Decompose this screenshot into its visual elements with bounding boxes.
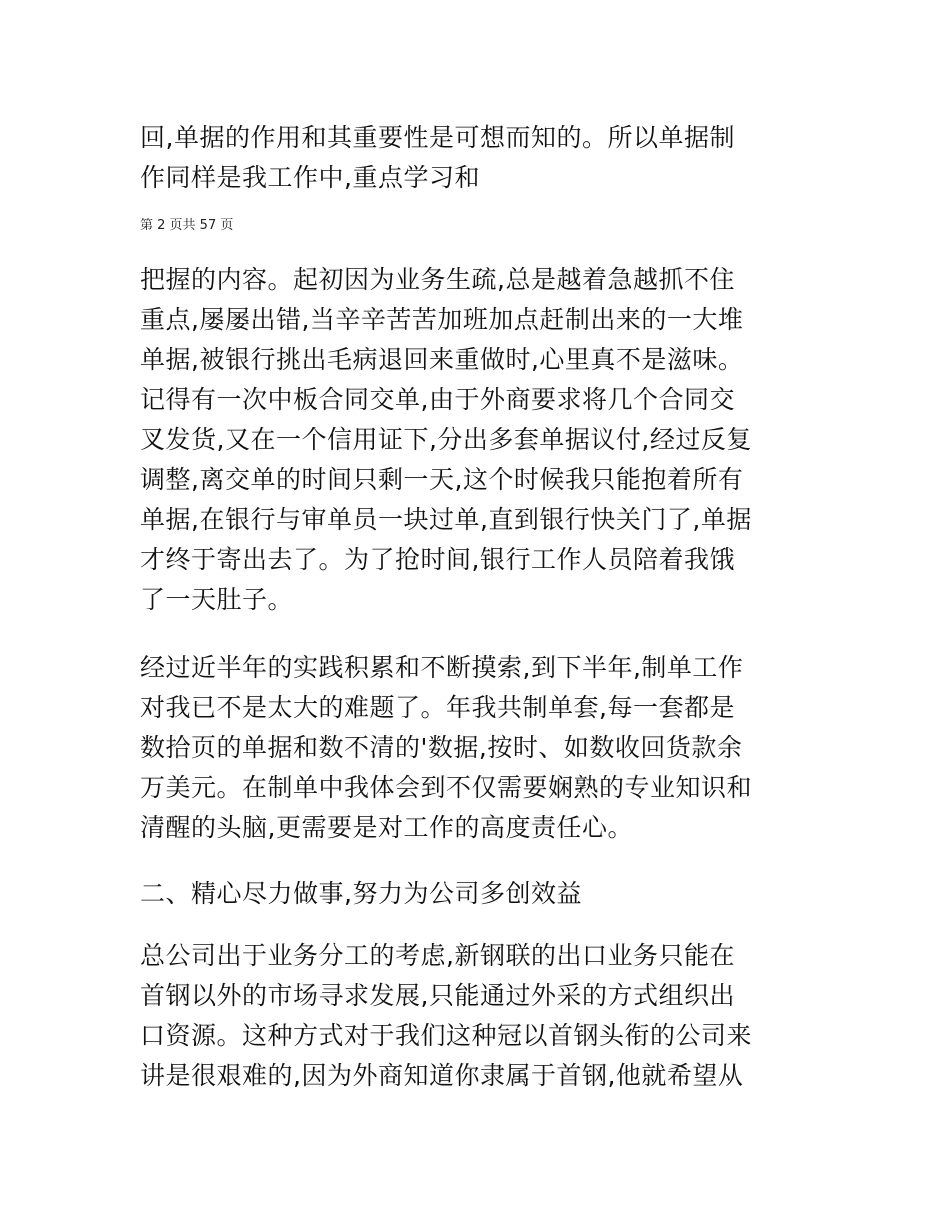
- text-line: 调整,离交单的时间只剩一天,这个时候我只能抱着所有: [140, 465, 744, 494]
- text-line: 万美元。在制单中我体会到不仅需要娴熟的专业知识和: [140, 773, 753, 802]
- section-heading-2: [140, 876, 820, 916]
- paragraph-headquarters: [140, 938, 820, 1098]
- text-line: 首钢以外的市场寻求发展,只能通过外采的方式组织出: [140, 981, 735, 1010]
- text-line: 才终于寄出去了。为了抢时间,银行工作人员陪着我饿: [140, 545, 735, 574]
- text-line: 总公司出于业务分工的考虑,新钢联的出口业务只能在: [140, 941, 735, 970]
- text-line: 作同样是我工作中,重点学习和: [140, 163, 480, 192]
- text-line: 回,单据的作用和其重要性是可想而知的。所以单据制: [140, 123, 735, 152]
- text-line: 叉发货,又在一个信用证下,分出多套单据议付,经过反复: [140, 425, 752, 454]
- text-line: 单据,被银行挑出毛病退回来重做时,心里真不是滋味。: [140, 345, 744, 374]
- text-line: 单据,在银行与审单员一块过单,直到银行快关门了,单据: [140, 505, 752, 534]
- text-line: 口资源。这种方式对于我们这种冠以首钢头衔的公司来: [140, 1021, 753, 1050]
- text-line: 讲是很艰难的,因为外商知道你隶属于首钢,他就希望从: [140, 1061, 744, 1090]
- text-line: 对我已不是太大的难题了。年我共制单套,每一套都是: [140, 693, 735, 722]
- text-line: 把握的内容。起初因为业务生疏,总是越着急越抓不住: [140, 265, 735, 294]
- text-line: 数拾页的单据和数不清的'数据,按时、如数收回货款余: [140, 733, 743, 762]
- page-indicator: 第 2 页共 57 页: [140, 218, 234, 233]
- text-line: 了一天肚子。: [140, 585, 294, 614]
- section-heading-text: 二、精心尽力做事,努力为公司多创效益: [140, 879, 582, 908]
- text-line: 记得有一次中板合同交单,由于外商要求将几个合同交: [140, 385, 735, 414]
- text-line: 清醒的头脑,更需要是对工作的高度责任心。: [140, 813, 633, 842]
- text-line: 重点,屡屡出错,当辛辛苦苦加班加点赶制出来的一大堆: [140, 305, 744, 334]
- paragraph-experience: [140, 650, 820, 850]
- paragraph-document-work: [140, 262, 820, 622]
- paragraph-continued: [140, 120, 820, 200]
- text-line: 经过近半年的实践积累和不断摸索,到下半年,制单工作: [140, 653, 744, 682]
